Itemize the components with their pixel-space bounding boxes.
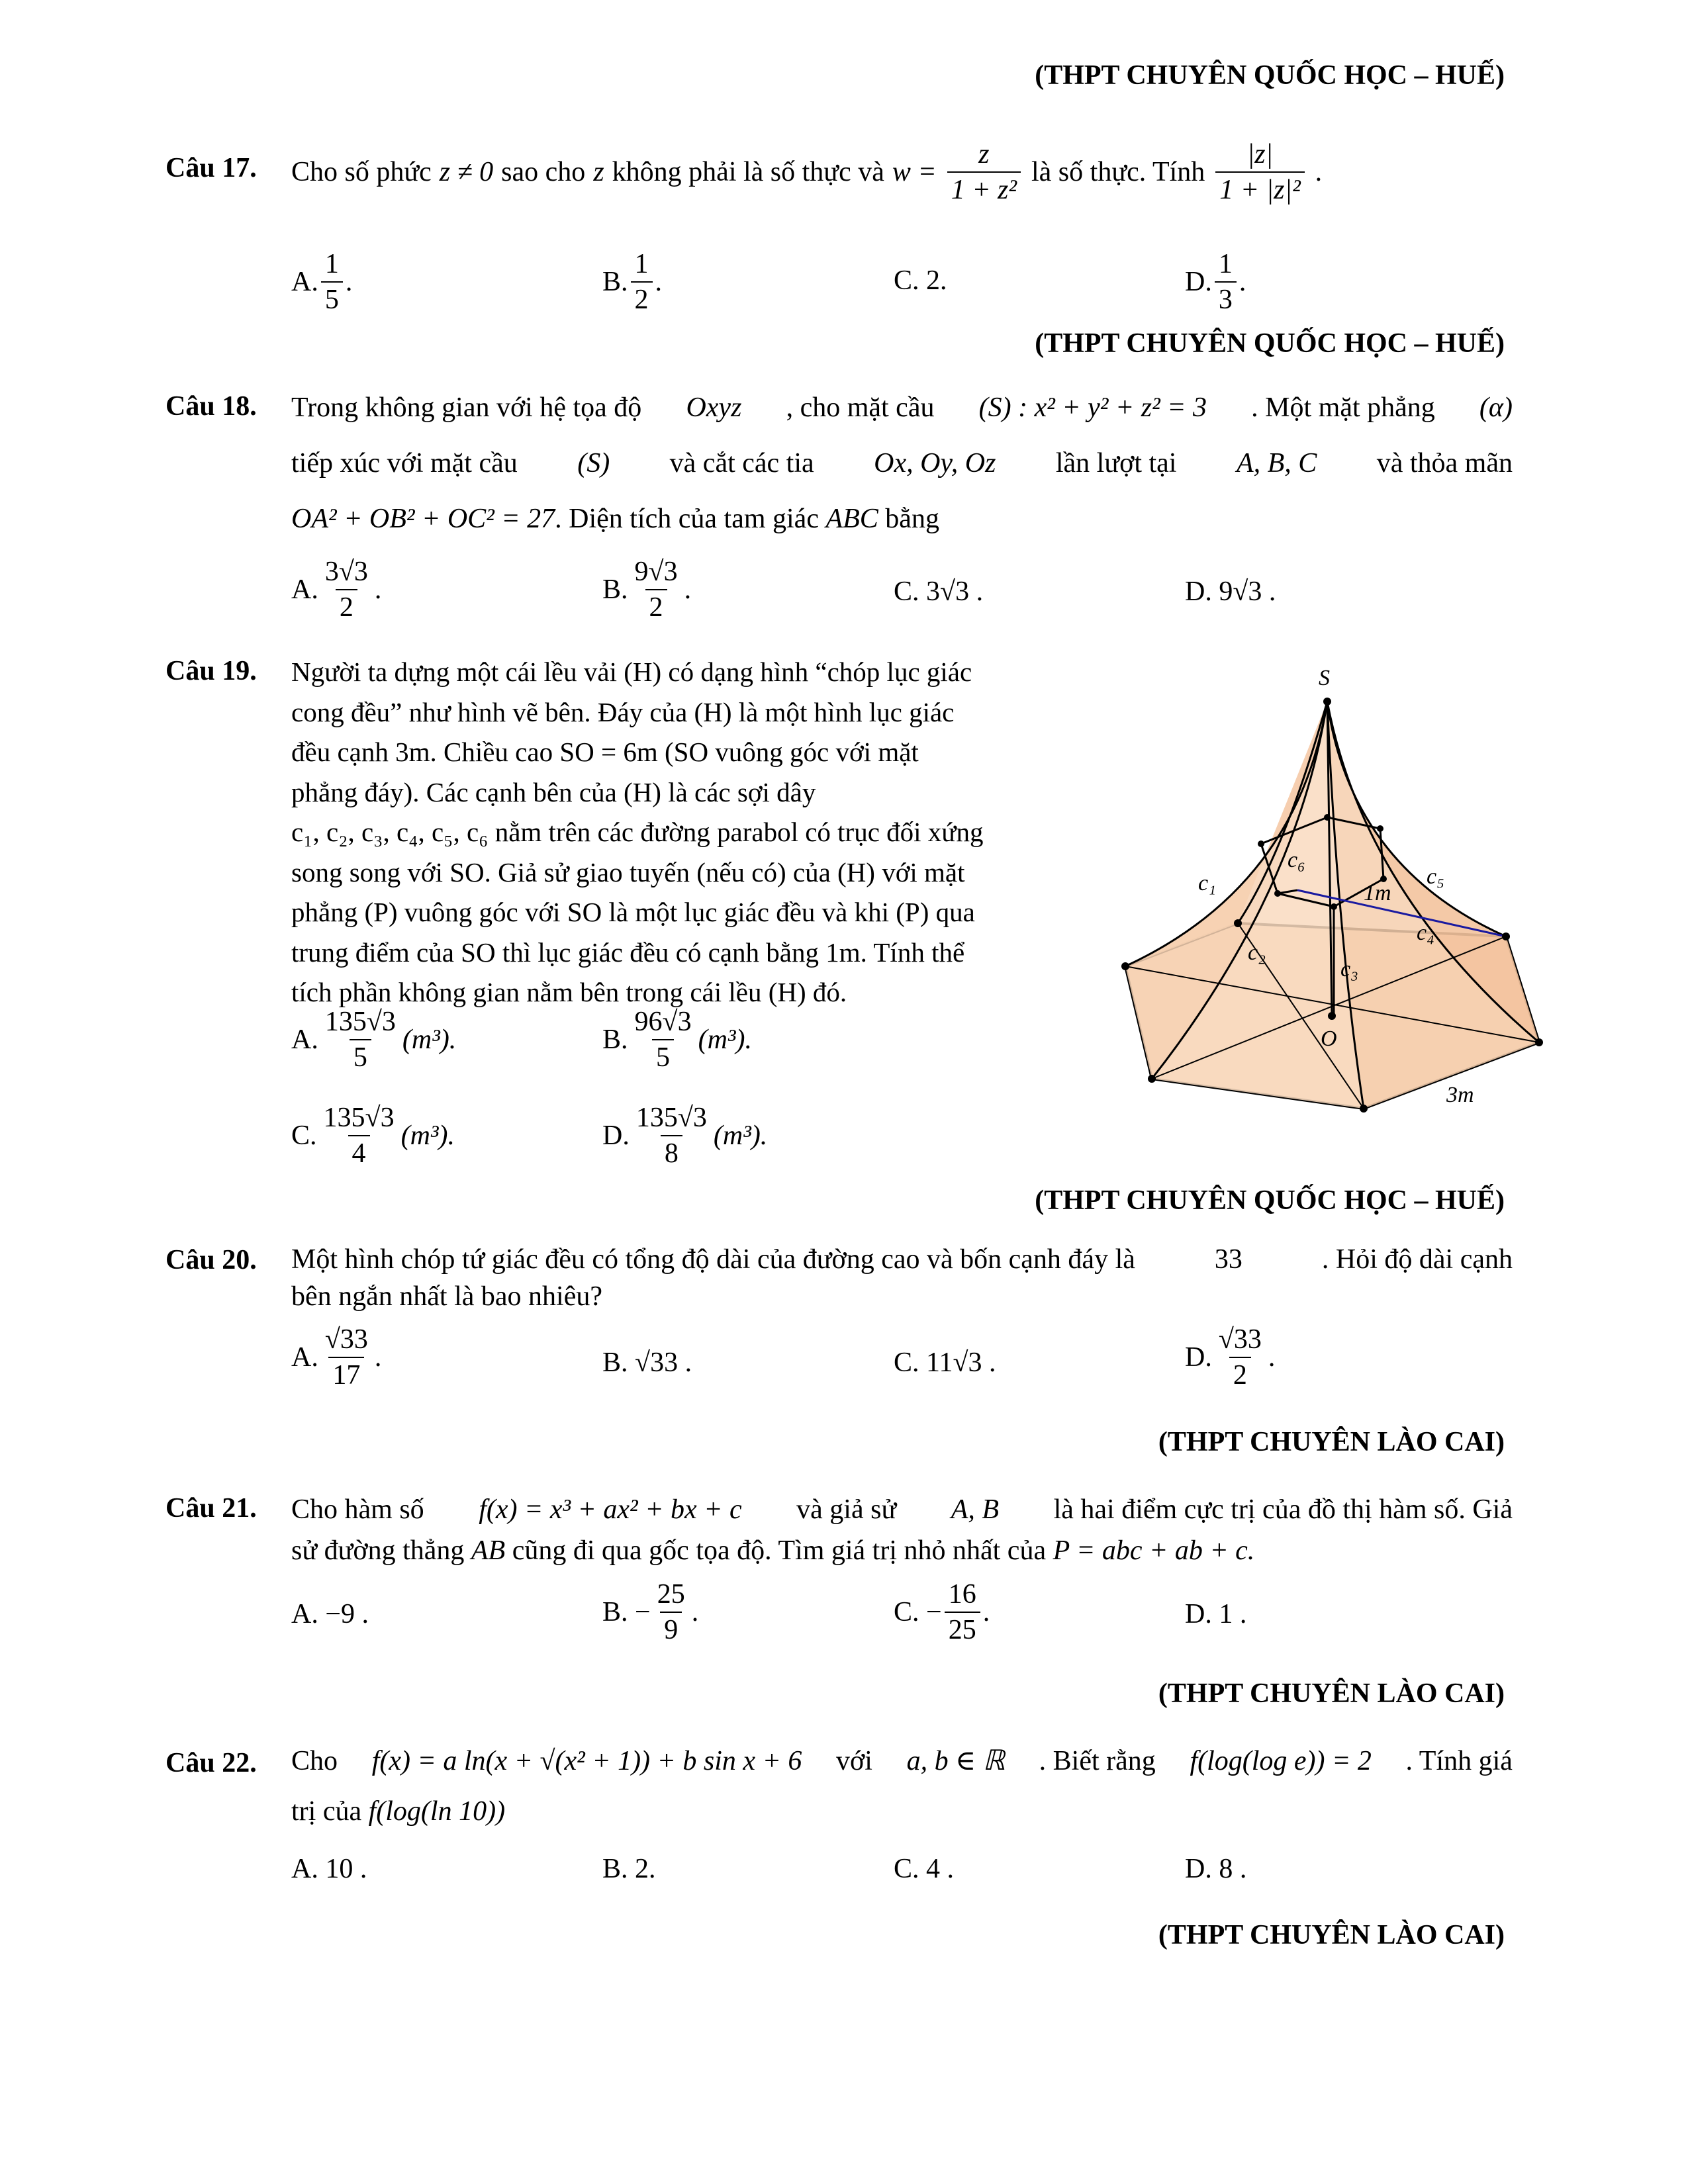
option-a: A. 10 . [291, 1854, 367, 1884]
question-19-text [291, 652, 1086, 1013]
q19-line: song song với SO. Giả sử giao tuyến (nếu có) của (H) với mặt [291, 856, 965, 887]
label-c5: c₅ [1427, 864, 1444, 889]
option-c: C. $\frac{135√3}{4}$ (m³). [291, 1103, 455, 1169]
question-17-text: Cho số phức z ≠ 0 sao cho z không phải là số thực và w = $\frac{z}{\text{1 + z²}}$ là số thực. Tính $\frac{|z|}{\text{1 + |z|²}}$ . [291, 139, 1323, 205]
option-a: A. $\frac{1}{5}$ . [291, 249, 353, 315]
option-c: C. 4 . [894, 1854, 955, 1884]
q19-line: phẳng đáy). Các cạnh bên của (H) là các sợi dây [291, 776, 816, 807]
q19-line: Người ta dựng một cái lều vải (H) có dạng hình “chóp lục giác [291, 657, 972, 687]
option-b: B. − $\frac{25}{9}$ . [602, 1579, 699, 1645]
q19-line: tích phần không gian nằm bên trong cái lều (H) đó. [291, 977, 847, 1007]
label-c3: c₃ [1340, 957, 1358, 981]
source-label: (THPT CHUYÊN LÀO CAI) [1158, 1427, 1505, 1457]
question-18-text: Trong không gian với hệ tọa độ Oxyz , cho mặt cầu (S) : x² + y² + z² = 3 . Một mặt phẳng (α) tiếp xúc với mặt cầu (S) và cắt các tia Ox, Oy, Oz lần lượt tại A, B, C và thỏa mãn OA² + OB² + OC² = 27. Diện tích của tam giác ABC bằng [291, 392, 1513, 534]
question-17-number: Câu 17. [165, 153, 257, 183]
label-c4: c₄ [1417, 921, 1434, 945]
option-d: D. 1 . [1185, 1599, 1247, 1629]
question-20-text: Một hình chóp tứ giác đều có tổng độ dài của đường cao và bốn cạnh đáy là 33 . Hỏi độ dài cạnh bên ngắn nhất là bao nhiêu? [291, 1244, 1513, 1312]
option-a: A. $\frac{3√3}{2}$ . [291, 557, 382, 623]
option-a: A. $\frac{√33}{17}$ . [291, 1324, 382, 1390]
label-3m: 3m [1446, 1083, 1474, 1107]
option-b: B. $\frac{9√3}{2}$ . [602, 557, 692, 623]
option-c: C. 11√3 . [894, 1347, 996, 1378]
label-c2: c₂ [1248, 940, 1266, 965]
source-label: (THPT CHUYÊN QUỐC HỌC – HUẾ) [1035, 1185, 1505, 1216]
label-1m: 1m [1364, 881, 1391, 905]
option-d: D. 9√3 . [1185, 576, 1276, 607]
tent-figure [1099, 655, 1556, 1132]
option-b: B. √33 . [602, 1347, 692, 1378]
label-o: O [1321, 1026, 1337, 1051]
question-19-number: Câu 19. [165, 656, 257, 686]
q19-line: trung điểm của SO thì lục giác đều có cạnh bằng 1m. Tính thể [291, 936, 965, 968]
option-d: D. $\frac{√33}{2}$ . [1185, 1324, 1276, 1390]
q19-line: c₁, c₂, c₃, c₄, c₅, c₆ nằm trên các đường parabol có trục đối xứng [291, 817, 984, 847]
source-label: (THPT CHUYÊN LÀO CAI) [1158, 1920, 1505, 1950]
option-c: C. − $\frac{16}{25}$ . [894, 1579, 990, 1645]
question-22-number: Câu 22. [165, 1748, 257, 1778]
question-21-text: Cho hàm số f(x) = x³ + ax² + bx + c và giả sử A, B là hai điểm cực trị của đồ thị hàm số. Giả sử đường thẳng AB cũng đi qua gốc tọa độ. Tìm giá trị nhỏ nhất của P = abc + ab + c. [291, 1494, 1513, 1566]
q19-line: cong đều” như hình vẽ bên. Đáy của (H) là một hình lục giác [291, 696, 955, 727]
question-20-number: Câu 20. [165, 1245, 257, 1275]
option-d: D. 8 . [1185, 1854, 1247, 1884]
option-b: B. 2. [602, 1854, 656, 1884]
source-label: (THPT CHUYÊN QUỐC HỌC – HUẾ) [1035, 60, 1505, 91]
question-18-number: Câu 18. [165, 391, 257, 422]
question-22-text: Cho f(x) = a ln(x + √(x² + 1)) + b sin x + 6 với a, b ∈ ℝ . Biết rằng f(log(log e)) = 2 . Tính giá trị của f(log(ln 10)) [291, 1746, 1513, 1827]
option-a: A. −9 . [291, 1599, 369, 1629]
source-label: (THPT CHUYÊN QUỐC HỌC – HUẾ) [1035, 328, 1505, 359]
source-label: (THPT CHUYÊN LÀO CAI) [1158, 1678, 1505, 1709]
label-c6: c₆ [1288, 848, 1305, 872]
option-c: C. 2. [894, 265, 947, 296]
option-b: B. $\frac{96√3}{5}$ (m³). [602, 1007, 752, 1073]
option-a: A. $\frac{135√3}{5}$ (m³). [291, 1007, 457, 1073]
option-d: D. $\frac{135√3}{8}$ (m³). [602, 1103, 768, 1169]
option-d: D. $\frac{1}{3}$ . [1185, 249, 1246, 315]
option-c: C. 3√3 . [894, 576, 984, 607]
option-b: B. $\frac{1}{2}$ . [602, 249, 663, 315]
q19-line: phẳng (P) vuông góc với SO là một lục giác đều và khi (P) qua [291, 897, 975, 927]
q19-line: đều cạnh 3m. Chiều cao SO = 6m (SO vuông góc với mặt [291, 737, 919, 767]
label-s: S [1319, 666, 1330, 690]
label-c1: c₁ [1198, 871, 1216, 895]
question-21-number: Câu 21. [165, 1493, 257, 1524]
